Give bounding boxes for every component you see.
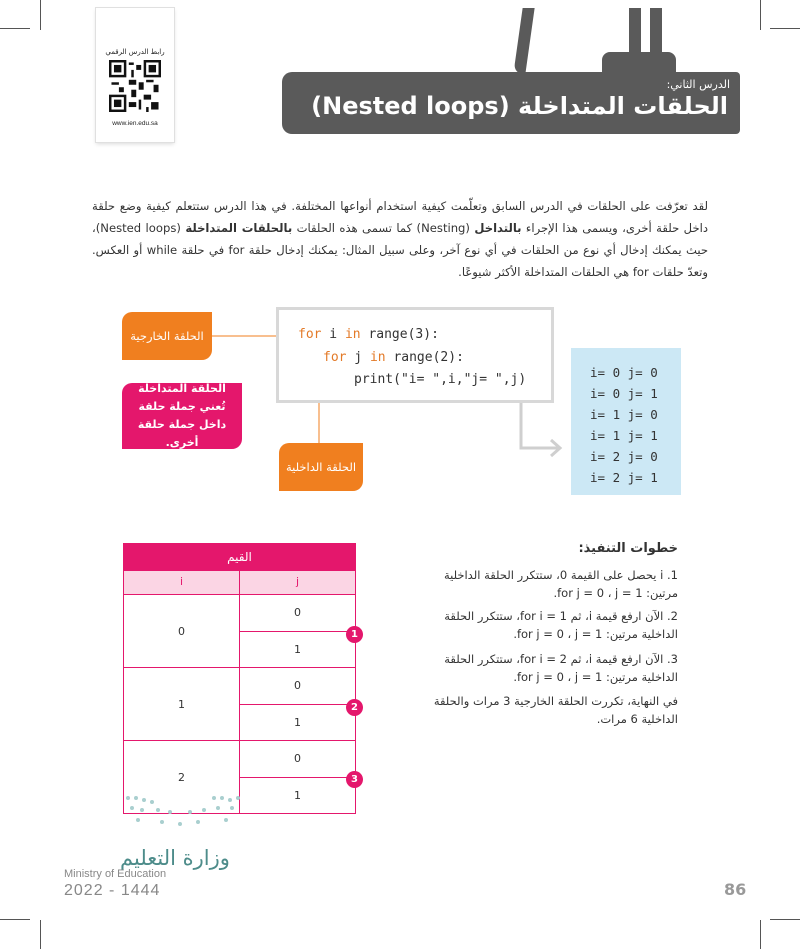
values-table bbox=[123, 543, 356, 814]
cell-j: 1 bbox=[294, 788, 301, 802]
step-1: 1. i يحصل على القيمة 0، ستتكرر الحلقة الداخلية مرتين: for j = 0 ، j = 1. bbox=[443, 568, 678, 600]
table-title: القيم bbox=[123, 543, 356, 571]
column-header-j: j bbox=[295, 575, 300, 588]
step-badge-2: 2 bbox=[346, 699, 363, 716]
output-line: i= 0 j= 0 bbox=[590, 365, 658, 380]
dots-decoration bbox=[118, 792, 248, 832]
step-3: 3. الآن ارفع قيمة i، ثم for i = 2، ستتكرر الحلقة الداخلية مرتين: for j = 0 ، j = 1. bbox=[444, 652, 678, 684]
qr-url[interactable]: www.ien.edu.sa bbox=[112, 120, 158, 127]
cell-j: 0 bbox=[240, 668, 355, 705]
code-line-inner: for j in range(2): bbox=[323, 350, 464, 365]
lesson-number: الدرس الثاني: bbox=[666, 78, 730, 91]
output-line: i= 2 j= 0 bbox=[590, 449, 658, 464]
nested-loop-definition: الحلقة المتداخلة تُعني جملة حلقة داخل جملة حلقة أخرى. bbox=[122, 383, 242, 449]
crop-mark bbox=[40, 920, 41, 949]
crop-mark bbox=[760, 0, 761, 30]
banner-decoration bbox=[629, 8, 641, 54]
inner-loop-label: الحلقة الداخلية bbox=[279, 443, 363, 491]
cell-i: 2 bbox=[124, 741, 240, 813]
crop-mark bbox=[770, 28, 800, 29]
steps-title: خطوات التنفيذ: bbox=[578, 541, 678, 556]
cell-j: 1 bbox=[294, 642, 301, 656]
term-nested-loops: بالحلقات المتداخلة bbox=[185, 221, 293, 235]
cell-j: 0 bbox=[240, 741, 355, 778]
output-line: i= 2 j= 1 bbox=[590, 470, 658, 485]
table-body bbox=[123, 595, 356, 814]
output-line: i= 1 j= 1 bbox=[590, 428, 658, 443]
crop-mark bbox=[0, 28, 30, 29]
page-number: 86 bbox=[724, 880, 747, 899]
code-line-outer: for i in range(3): bbox=[298, 327, 439, 342]
crop-mark bbox=[760, 920, 761, 949]
banner-decoration bbox=[650, 8, 662, 54]
step-badge-3: 3 bbox=[346, 771, 363, 788]
intro-paragraph: لقد تعرّفت على الحلقات في الدرس السابق وتعلّمت كيفية استخدام أنواعها المختلفة. في هذا الدرس ستتعلم كيفية وضع حلقة داخل حلقة أخرى، ويسمى هذا الإجراء بالتداخل (Nesting) كما تسمى هذه الحلقات بالحلقات المتداخلة (Nested loops)، حيث يمكنك إدخال أي نوع من الحلقات في أي نوع آخر، وعلى سبيل المثال: يمكنك إدخال حلقة for في حلقة while أو العكس. وتعدّ حلقات for هي الحلقات المتداخلة الأكثر شيوعًا. bbox=[92, 199, 709, 279]
code-line-print: print("i= ",i,"j= ",j) bbox=[354, 372, 527, 387]
term-nesting: بالتداخل bbox=[474, 221, 522, 235]
output-line: i= 0 j= 1 bbox=[590, 386, 658, 401]
column-header-i: i bbox=[124, 571, 240, 594]
ministry-name-en: Ministry of Education bbox=[64, 868, 167, 880]
cell-j: 0 bbox=[240, 595, 355, 632]
cell-i: 0 bbox=[124, 595, 240, 667]
table-header-row bbox=[123, 571, 356, 595]
outer-loop-label: الحلقة الخارجية bbox=[122, 312, 212, 360]
crop-mark bbox=[770, 919, 800, 920]
crop-mark bbox=[0, 919, 30, 920]
lesson-title: الحلقات المتداخلة (Nested loops) bbox=[311, 92, 728, 120]
table-row bbox=[124, 595, 355, 668]
cell-j: 1 bbox=[294, 715, 301, 729]
step-summary: في النهاية، تكررت الحلقة الخارجية 3 مرات والحلقة الداخلية 6 مرات. bbox=[433, 694, 678, 726]
crop-mark bbox=[40, 0, 41, 30]
banner-decoration bbox=[513, 8, 534, 74]
cell-i: 1 bbox=[124, 668, 240, 740]
qr-code-icon[interactable] bbox=[109, 60, 161, 112]
qr-card[interactable] bbox=[96, 8, 174, 142]
edition-year: 2022 - 1444 bbox=[64, 882, 161, 899]
step-badge-1: 1 bbox=[346, 626, 363, 643]
output-line: i= 1 j= 0 bbox=[590, 407, 658, 422]
step-2: 2. الآن ارفع قيمة i، ثم for i = 1، ستتكرر الحلقة الداخلية مرتين: for j = 0 ، j = 1. bbox=[444, 609, 678, 641]
table-row bbox=[124, 668, 355, 741]
qr-title: رابط الدرس الرقمي bbox=[105, 48, 165, 56]
ministry-logo-text: وزارة التعليم bbox=[120, 846, 230, 870]
